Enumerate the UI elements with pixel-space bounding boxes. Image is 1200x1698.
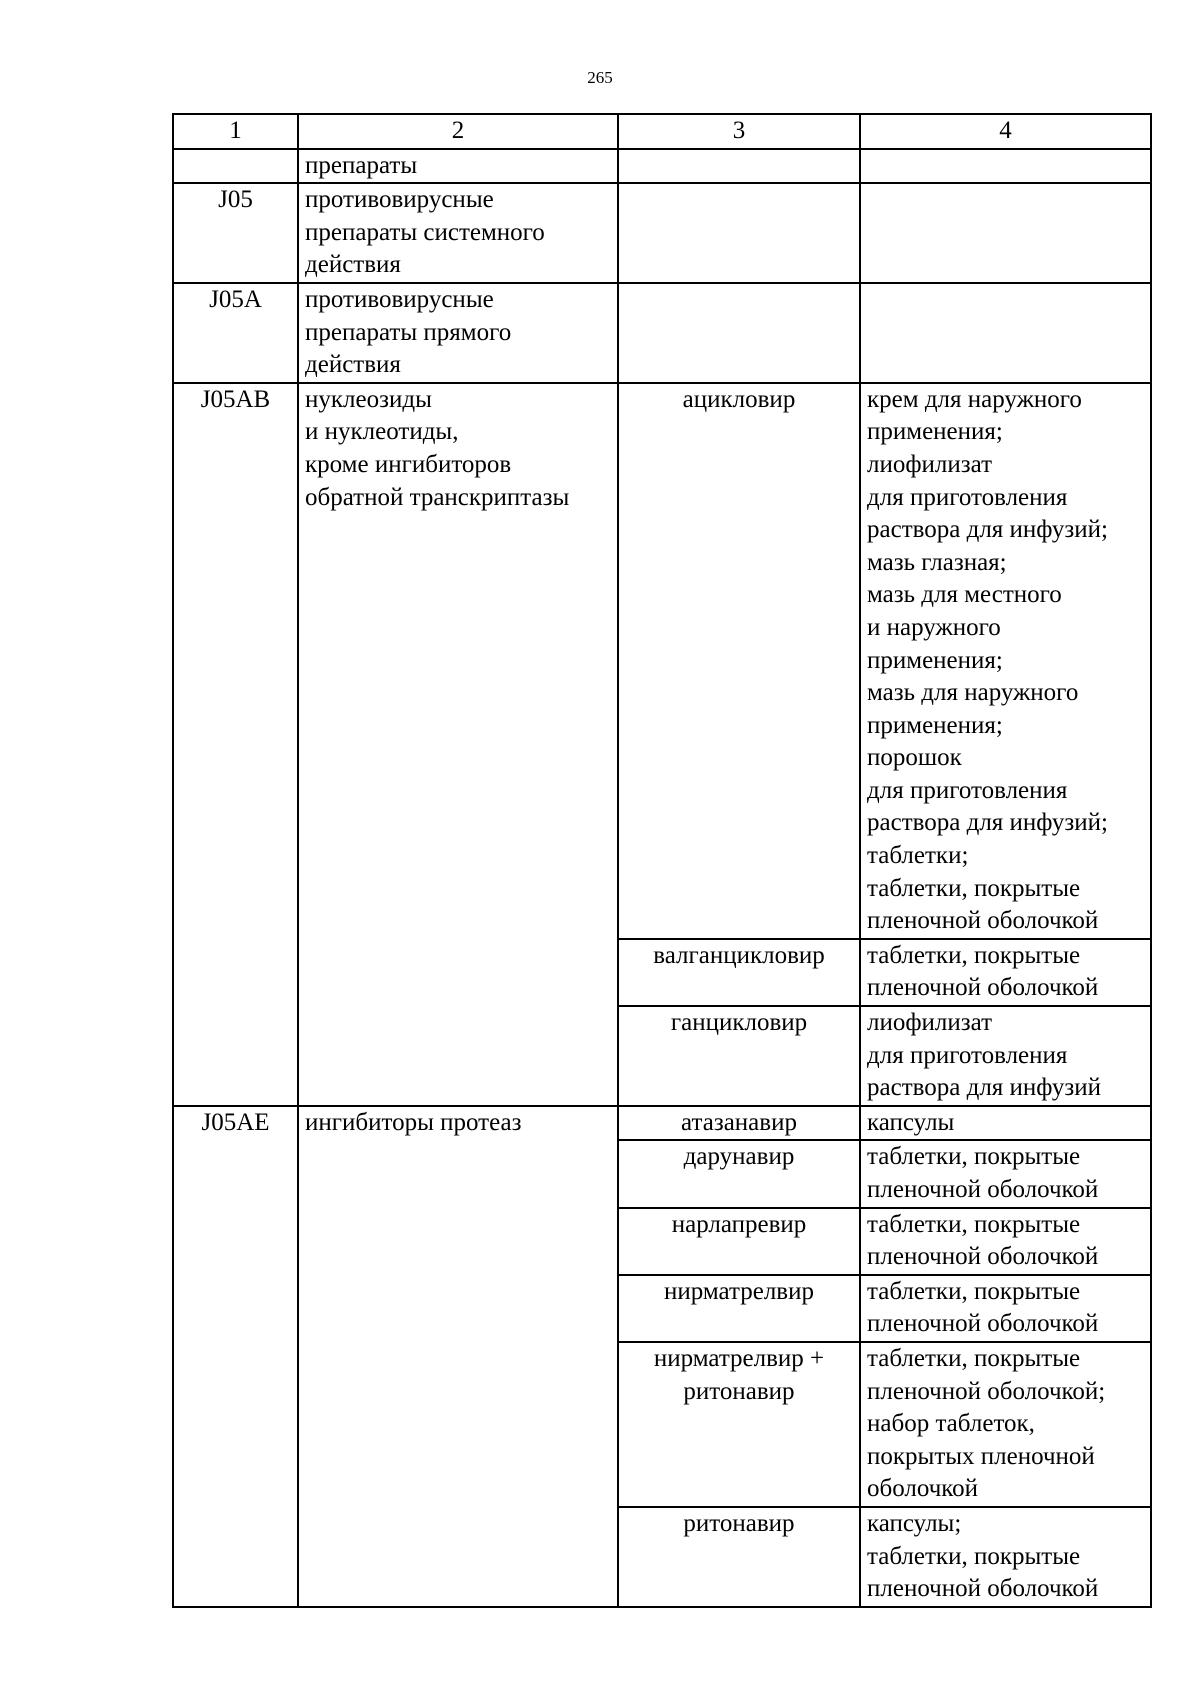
atc-code-cell: J05AE bbox=[173, 1106, 298, 1607]
drug-table bbox=[172, 113, 1152, 1608]
dosage-form-cell: таблетки, покрытые пленочной оболочкой; набор таблеток, покрытых пленочной оболочкой bbox=[860, 1342, 1151, 1507]
drug-name-cell bbox=[618, 183, 860, 283]
dosage-form-cell: таблетки, покрытые пленочной оболочкой bbox=[860, 939, 1151, 1006]
dosage-form-cell: таблетки, покрытые пленочной оболочкой bbox=[860, 1275, 1151, 1342]
atc-code-cell bbox=[173, 149, 298, 184]
drug-name-cell: нирматрелвир bbox=[618, 1275, 860, 1342]
drug-name-cell: валганцикловир bbox=[618, 939, 860, 1006]
group-cell: препараты bbox=[298, 149, 618, 184]
table-row bbox=[173, 183, 1151, 283]
atc-code-cell: J05 bbox=[173, 183, 298, 283]
dosage-form-cell bbox=[860, 183, 1151, 283]
column-header-3: 3 bbox=[618, 114, 860, 149]
dosage-form-cell: капсулы; таблетки, покрытые пленочной оболочкой bbox=[860, 1507, 1151, 1607]
group-cell: нуклеозиды и нуклеотиды, кроме ингибиторов обратной транскриптазы bbox=[298, 383, 618, 1106]
dosage-form-cell: капсулы bbox=[860, 1106, 1151, 1141]
dosage-form-cell bbox=[860, 283, 1151, 383]
dosage-form-cell: крем для наружного применения; лиофилизат для приготовления раствора для инфузий; мазь глазная; мазь для местного и наружного применения; мазь для наружного применения; порошок для приготовления раствора для инфузий; таблетки; таблетки, покрытые пленочной оболочкой bbox=[860, 383, 1151, 939]
drug-name-cell bbox=[618, 149, 860, 184]
group-cell: противовирусные препараты прямого действия bbox=[298, 283, 618, 383]
atc-code-cell: J05A bbox=[173, 283, 298, 383]
table-row bbox=[173, 149, 1151, 184]
dosage-form-cell: лиофилизат для приготовления раствора для инфузий bbox=[860, 1006, 1151, 1106]
dosage-form-cell: таблетки, покрытые пленочной оболочкой bbox=[860, 1140, 1151, 1207]
column-header-1: 1 bbox=[173, 114, 298, 149]
drug-name-cell: атазанавир bbox=[618, 1106, 860, 1141]
table-row bbox=[173, 283, 1151, 383]
group-cell: противовирусные препараты системного действия bbox=[298, 183, 618, 283]
table-header-row bbox=[173, 114, 1151, 149]
drug-name-cell: нарлапревир bbox=[618, 1208, 860, 1275]
group-cell: ингибиторы протеаз bbox=[298, 1106, 618, 1607]
drug-name-cell: нирматрелвир + ритонавир bbox=[618, 1342, 860, 1507]
column-header-4: 4 bbox=[860, 114, 1151, 149]
table-row bbox=[173, 383, 1151, 939]
drug-name-cell: дарунавир bbox=[618, 1140, 860, 1207]
drug-name-cell bbox=[618, 283, 860, 383]
drug-name-cell: ацикловир bbox=[618, 383, 860, 939]
drug-name-cell: ганцикловир bbox=[618, 1006, 860, 1106]
drug-name-cell: ритонавир bbox=[618, 1507, 860, 1607]
table-row bbox=[173, 1106, 1151, 1141]
dosage-form-cell: таблетки, покрытые пленочной оболочкой bbox=[860, 1208, 1151, 1275]
dosage-form-cell bbox=[860, 149, 1151, 184]
atc-code-cell: J05AB bbox=[173, 383, 298, 1106]
page-number: 265 bbox=[587, 68, 613, 87]
column-header-2: 2 bbox=[298, 114, 618, 149]
